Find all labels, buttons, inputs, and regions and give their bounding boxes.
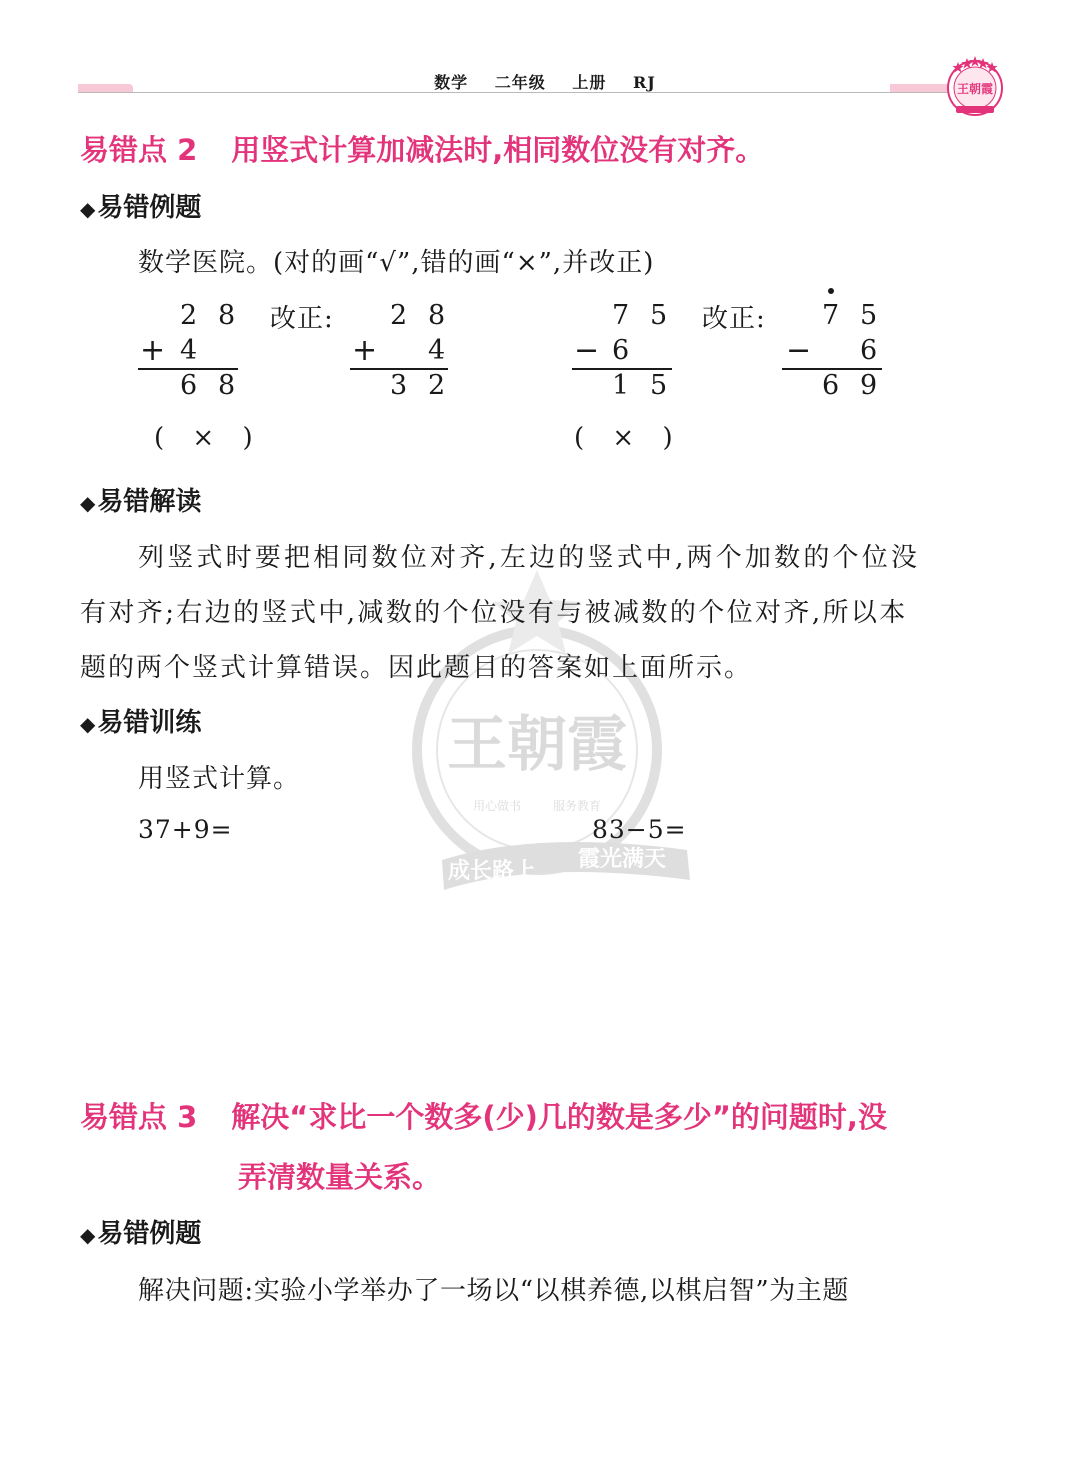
problem-text: 数学医院。(对的画“√”,错的画“×”,并改正) — [138, 248, 655, 278]
header-edition: RJ — [632, 73, 656, 92]
fix2-res-tens: 6 — [822, 370, 840, 401]
section-title-point3 — [80, 1095, 887, 1136]
fix2-top-ones: 5 — [860, 300, 878, 331]
header-volume: 上册 — [572, 73, 607, 92]
section-title-point2 — [80, 128, 764, 169]
calc1-mark: ( × ) — [154, 423, 263, 453]
header-grade: 二年级 — [494, 73, 546, 92]
diamond-bullet-icon: ◆ — [80, 491, 96, 515]
diamond-bullet-icon: ◆ — [80, 712, 96, 736]
practice-question-2: 83−5= — [592, 815, 687, 844]
borrow-dot — [828, 288, 834, 294]
example-heading: ◆易错例题 — [80, 193, 202, 223]
logo-text: 王朝霞 — [956, 82, 994, 96]
watermark-brand: 王朝霞 — [447, 710, 627, 780]
page-header — [0, 70, 1080, 93]
calc2-top-tens: 7 — [612, 300, 630, 331]
fix2-operator: − — [786, 333, 812, 368]
calc2-operator: − — [574, 333, 600, 368]
diamond-bullet-icon: ◆ — [80, 1223, 96, 1247]
watermark-tagline-right: 服务教育 — [552, 799, 602, 813]
fix2-top-tens: 7 — [822, 300, 840, 331]
fix2-res-ones: 9 — [860, 370, 878, 401]
practice-instruction: 用竖式计算。 — [138, 764, 301, 794]
fix1-second: 4 — [428, 335, 446, 366]
watermark-ribbon-right: 霞光满天 — [577, 847, 667, 872]
diamond-bullet-icon: ◆ — [80, 197, 96, 221]
calc2-second: 6 — [612, 335, 630, 366]
crown-logo-icon — [944, 52, 1006, 118]
point3-title-line2: 弄清数量关系。 — [238, 1160, 442, 1194]
point2-number: 易错点 2 — [80, 133, 198, 167]
point3-number: 易错点 3 — [80, 1100, 198, 1134]
practice-heading: ◆易错训练 — [80, 708, 202, 738]
calc2-res-tens: 1 — [612, 370, 630, 401]
fix2-label: 改正: — [702, 304, 766, 334]
calc1-res-ones: 8 — [218, 370, 236, 401]
analysis-line-1: 列竖式时要把相同数位对齐,左边的竖式中,两个加数的个位没 — [138, 543, 921, 573]
calc1-top-ones: 8 — [218, 300, 236, 331]
point2-title: 用竖式计算加减法时,相同数位没有对齐。 — [231, 133, 765, 167]
fix1-res-tens: 3 — [390, 370, 408, 401]
calc2-mark: ( × ) — [574, 423, 683, 453]
fix2-second: 6 — [860, 335, 878, 366]
header-subject: 数学 — [434, 73, 469, 92]
practice-question-1: 37+9= — [138, 815, 233, 844]
watermark-ribbon-left: 成长路上 — [447, 859, 537, 884]
fix1-res-ones: 2 — [428, 370, 446, 401]
fix1-top-tens: 2 — [390, 300, 408, 331]
calc1-operator: + — [140, 333, 166, 368]
calc2-top-ones: 5 — [650, 300, 668, 331]
fix1-operator: + — [352, 333, 378, 368]
example-heading-point3: ◆易错例题 — [80, 1219, 202, 1249]
watermark-tagline-left: 用心做书 — [472, 799, 522, 813]
point3-title-line1: 解决“求比一个数多(少)几的数是多少”的问题时,没 — [231, 1100, 887, 1134]
calc1-top-tens: 2 — [180, 300, 198, 331]
point3-problem-start: 解决问题:实验小学举办了一场以“以棋养德,以棋启智”为主题 — [138, 1276, 850, 1306]
calc1-res-tens: 6 — [180, 370, 198, 401]
fix1-top-ones: 8 — [428, 300, 446, 331]
calc1-second: 4 — [180, 335, 198, 366]
calc2-res-ones: 5 — [650, 370, 668, 401]
analysis-heading: ◆易错解读 — [80, 487, 202, 517]
analysis-line-3: 题的两个竖式计算错误。因此题目的答案如上面所示。 — [80, 653, 753, 683]
fix1-label: 改正: — [270, 304, 334, 334]
analysis-line-2: 有对齐;右边的竖式中,减数的个位没有与被减数的个位对齐,所以本 — [80, 598, 908, 628]
